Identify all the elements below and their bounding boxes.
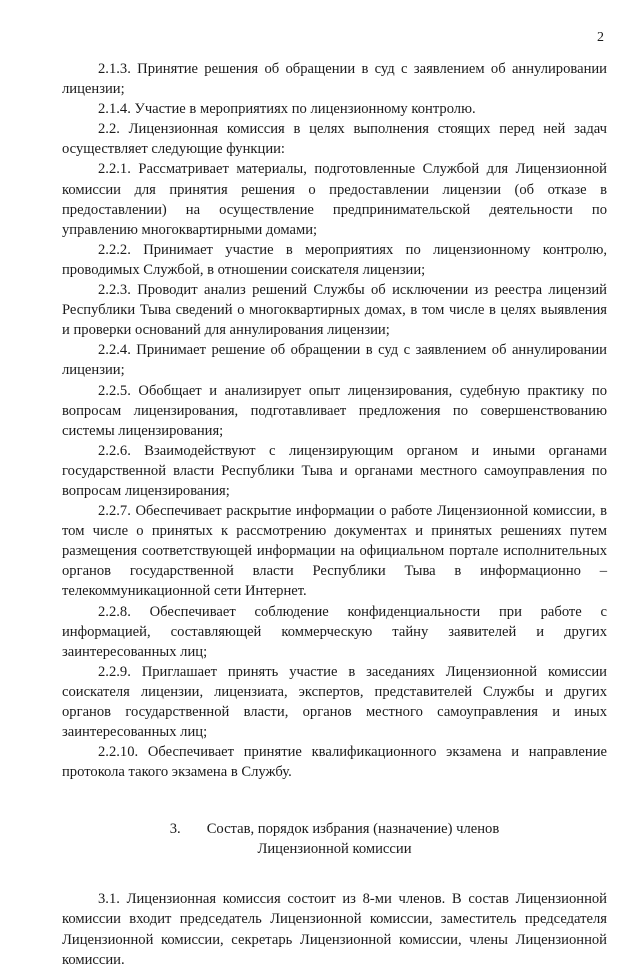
clause-2-2-6: 2.2.6. Взаимодействуют с лицензирующим органом и иными органами государственной власти Республики Тыва и органами местного самоуправления по вопросам лицензирования; [62, 442, 607, 499]
section-title-part-1: Состав, порядок избрания (назначение) членов [206, 821, 500, 838]
document-body [62, 59, 607, 970]
clause-2-2-4: 2.2.4. Принимает решение об обращении в суд с заявлением об аннулировании лицензии; [62, 342, 607, 379]
clause-2-2-10: 2.2.10. Обеспечивает принятие квалификационного экзамена и направление протокола такого экзамена в Службу. [62, 744, 607, 781]
section-heading-line-1 [62, 819, 607, 839]
clause-2-1-4: 2.1.4. Участие в мероприятиях по лицензионному контролю. [98, 101, 476, 118]
clause-2-2-3: 2.2.3. Проводит анализ решений Службы об исключении из реестра лицензий Республики Тыва сведений о многоквартирных домах, в том числе в целях выявления и проверки оснований для аннулирования лицензии; [62, 282, 607, 339]
clause-2-2-7: 2.2.7. Обеспечивает раскрытие информации о работе Лицензионной комиссии, в том числе о принятых к рассмотрению документах и принятых решениях путем размещения соответствующей информации на официальном портале исполнительных органов государственной власти Республики Тыва в информационно – телекоммуникационной сети Интернет. [62, 503, 607, 600]
clause-3-1: 3.1. Лицензионная комиссия состоит из 8-ми членов. В состав Лицензионной комиссии входит председатель Лицензионной комиссии, заместитель председателя Лицензионной комиссии, секретарь Лицензионной комиссии, члены Лицензионной комиссии. [62, 891, 607, 968]
clause-2-2-5: 2.2.5. Обобщает и анализирует опыт лицензирования, судебную практику по вопросам лицензирования, подготавливает предложения по совершенствованию системы лицензирования; [62, 382, 607, 439]
clause-2-2-1: 2.2.1. Рассматривает материалы, подготовленные Службой для Лицензионной комиссии для принятия решения о предоставлении лицензии (об отказе в предоставлении) на осуществление предпринимательской деятельности по управлению многоквартирными домами; [62, 161, 607, 238]
page-number: 2 [597, 30, 604, 45]
section-title-part-2: Лицензионной комиссии [257, 841, 412, 858]
clause-2-1-3: 2.1.3. Принятие решения об обращении в суд с заявлением об аннулировании лицензии; [62, 61, 607, 98]
clause-2-2: 2.2. Лицензионная комиссия в целях выполнения стоящих перед ней задач осуществляет следующие функции: [62, 121, 607, 158]
clause-2-2-2: 2.2.2. Принимает участие в мероприятиях по лицензионному контролю, проводимых Службой, в отношении соискателя лицензии; [62, 241, 607, 278]
section-number: 3. [169, 821, 181, 838]
section-heading [62, 819, 607, 859]
clause-2-2-8: 2.2.8. Обеспечивает соблюдение конфиденциальности при работе с информацией, составляющей коммерческую тайну заявителей и других заинтересованных лиц; [62, 603, 607, 660]
clause-2-2-9: 2.2.9. Приглашает принять участие в заседаниях Лицензионной комиссии соискателя лицензии, лицензиата, экспертов, представителей Службы и других органов государственной власти, органов местного самоуправления и иных заинтересованных лиц; [62, 663, 607, 741]
